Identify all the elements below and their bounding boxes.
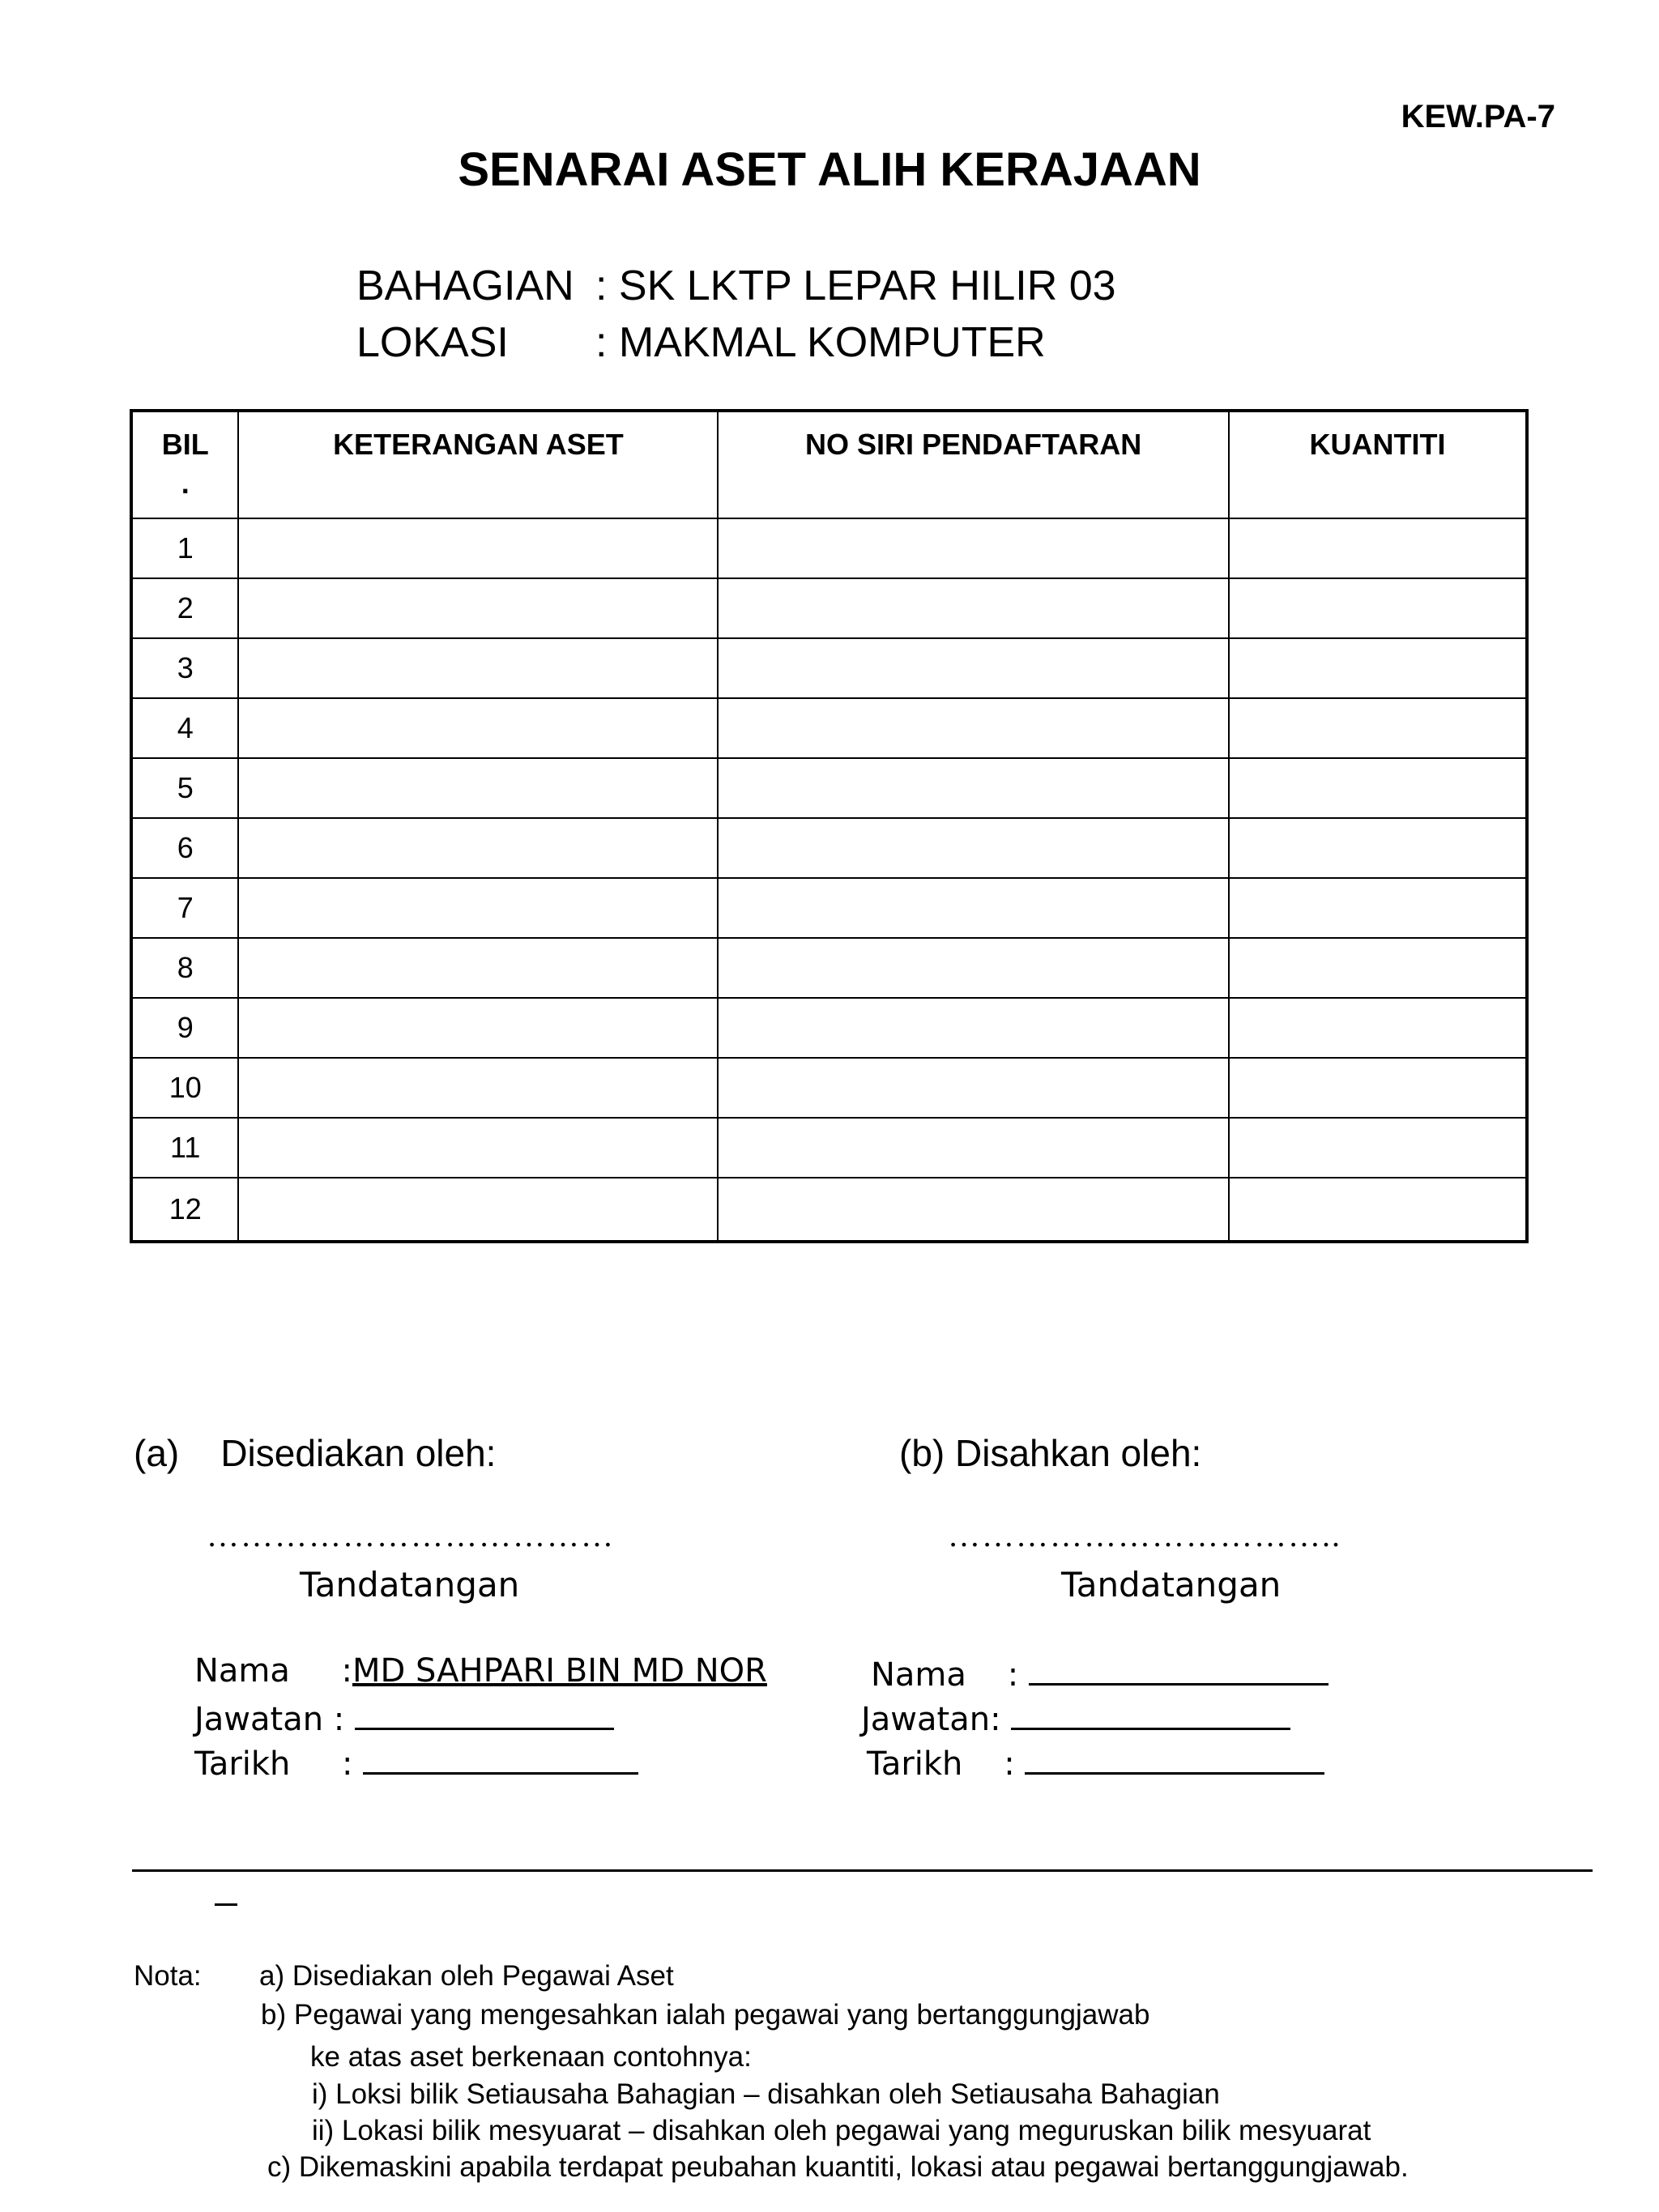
column-header-kuantiti: KUANTITI — [1229, 411, 1527, 518]
prepared-nama-value: MD SAHPARI BIN MD NOR — [352, 1652, 767, 1690]
lokasi-value: : MAKMAL KOMPUTER — [595, 319, 1046, 366]
approved-tarikh-field — [867, 1741, 1324, 1783]
notes-label: Nota: — [134, 1960, 202, 1992]
page-title: SENARAI ASET ALIH KERAJAAN — [458, 143, 1201, 196]
note-b-continued: ke atas aset berkenaan contohnya: — [310, 2041, 752, 2073]
table-row — [131, 578, 1527, 638]
no-siri-cell[interactable] — [718, 1058, 1229, 1118]
approved-nama-label: Nama : — [871, 1656, 1029, 1694]
prepared-tarikh-blank[interactable] — [363, 1741, 638, 1775]
no-siri-cell[interactable] — [718, 698, 1229, 758]
no-siri-cell[interactable] — [718, 1118, 1229, 1178]
column-header-no-siri: NO SIRI PENDAFTARAN — [718, 411, 1229, 518]
keterangan-cell[interactable] — [238, 1058, 718, 1118]
keterangan-cell[interactable] — [238, 758, 718, 818]
table-header-row — [131, 411, 1527, 518]
bil-cell: 2 — [131, 578, 238, 638]
table-row — [131, 1118, 1527, 1178]
table-row — [131, 878, 1527, 938]
kuantiti-cell[interactable] — [1229, 758, 1527, 818]
table-row — [131, 1178, 1527, 1242]
kuantiti-cell[interactable] — [1229, 1178, 1527, 1242]
bil-cell: 12 — [131, 1178, 238, 1242]
kuantiti-cell[interactable] — [1229, 818, 1527, 878]
table-row — [131, 758, 1527, 818]
note-b-ii: ii) Lokasi bilik mesyuarat – disahkan oleh pegawai yang meguruskan bilik mesyuarat — [312, 2115, 1371, 2146]
bil-cell: 1 — [131, 518, 238, 578]
prepared-nama-label: Nama : — [194, 1652, 352, 1690]
keterangan-cell[interactable] — [238, 998, 718, 1058]
form-code: KEW.PA-7 — [1401, 99, 1555, 134]
bahagian-value: : SK LKTP LEPAR HILIR 03 — [595, 262, 1116, 309]
bil-cell: 8 — [131, 938, 238, 998]
bil-cell: 11 — [131, 1118, 238, 1178]
no-siri-cell[interactable] — [718, 938, 1229, 998]
asset-table — [130, 409, 1529, 1243]
table-row — [131, 1058, 1527, 1118]
keterangan-cell[interactable] — [238, 698, 718, 758]
note-b: b) Pegawai yang mengesahkan ialah pegawai yang bertanggungjawab — [261, 1999, 1150, 2031]
keterangan-cell[interactable] — [238, 518, 718, 578]
table-row — [131, 518, 1527, 578]
column-header-keterangan: KETERANGAN ASET — [238, 411, 718, 518]
approved-jawatan-blank[interactable] — [1011, 1697, 1290, 1730]
no-siri-cell[interactable] — [718, 998, 1229, 1058]
kuantiti-cell[interactable] — [1229, 998, 1527, 1058]
approved-tarikh-blank[interactable] — [1025, 1741, 1324, 1775]
table-row — [131, 998, 1527, 1058]
note-a: a) Disediakan oleh Pegawai Aset — [259, 1960, 674, 1992]
bahagian-label: BAHAGIAN — [356, 262, 574, 309]
approved-jawatan-label: Jawatan: — [861, 1701, 1012, 1738]
column-header-bil: BIL . — [131, 411, 238, 518]
lokasi-label: LOKASI — [356, 319, 509, 366]
kuantiti-cell[interactable] — [1229, 1118, 1527, 1178]
keterangan-cell[interactable] — [238, 818, 718, 878]
bil-cell: 3 — [131, 638, 238, 698]
no-siri-cell[interactable] — [718, 638, 1229, 698]
keterangan-cell[interactable] — [238, 578, 718, 638]
prepared-signature-line: ……………………………… — [207, 1517, 615, 1554]
bil-cell: 9 — [131, 998, 238, 1058]
bil-cell: 6 — [131, 818, 238, 878]
table-row — [131, 818, 1527, 878]
prepared-jawatan-blank[interactable] — [355, 1697, 614, 1730]
bil-cell: 10 — [131, 1058, 238, 1118]
no-siri-cell[interactable] — [718, 578, 1229, 638]
prepared-nama-field — [194, 1652, 767, 1690]
approved-jawatan-field — [861, 1697, 1290, 1738]
prepared-signature-caption: Tandatangan — [300, 1565, 520, 1605]
bil-cell: 4 — [131, 698, 238, 758]
prepared-by-heading: (a) Disediakan oleh: — [134, 1432, 497, 1474]
bil-cell: 7 — [131, 878, 238, 938]
table-row — [131, 638, 1527, 698]
approved-by-heading: (b) Disahkan oleh: — [899, 1432, 1202, 1474]
prepared-jawatan-field — [194, 1697, 614, 1738]
table-row — [131, 938, 1527, 998]
divider — [132, 1869, 1593, 1872]
kuantiti-cell[interactable] — [1229, 578, 1527, 638]
keterangan-cell[interactable] — [238, 638, 718, 698]
no-siri-cell[interactable] — [718, 1178, 1229, 1242]
approved-signature-line: …………………………….. — [948, 1517, 1341, 1554]
kuantiti-cell[interactable] — [1229, 638, 1527, 698]
prepared-tarikh-label: Tarikh : — [194, 1745, 364, 1783]
no-siri-cell[interactable] — [718, 878, 1229, 938]
approved-nama-field — [871, 1652, 1328, 1694]
keterangan-cell[interactable] — [238, 1178, 718, 1242]
kuantiti-cell[interactable] — [1229, 1058, 1527, 1118]
approved-nama-blank[interactable] — [1029, 1652, 1328, 1686]
kuantiti-cell[interactable] — [1229, 938, 1527, 998]
no-siri-cell[interactable] — [718, 818, 1229, 878]
note-b-i: i) Loksi bilik Setiausaha Bahagian – disahkan oleh Setiausaha Bahagian — [312, 2078, 1220, 2110]
kuantiti-cell[interactable] — [1229, 878, 1527, 938]
prepared-jawatan-label: Jawatan : — [194, 1701, 355, 1738]
no-siri-cell[interactable] — [718, 758, 1229, 818]
approved-signature-caption: Tandatangan — [1061, 1565, 1282, 1605]
prepared-tarikh-field — [194, 1741, 638, 1783]
kuantiti-cell[interactable] — [1229, 518, 1527, 578]
keterangan-cell[interactable] — [238, 1118, 718, 1178]
note-c: c) Dikemaskini apabila terdapat peubahan kuantiti, lokasi atau pegawai bertanggungjawab. — [267, 2151, 1409, 2183]
table-row — [131, 698, 1527, 758]
approved-tarikh-label: Tarikh : — [867, 1745, 1026, 1783]
keterangan-cell[interactable] — [238, 938, 718, 998]
bil-cell: 5 — [131, 758, 238, 818]
kuantiti-cell[interactable] — [1229, 698, 1527, 758]
divider-mark — [215, 1903, 237, 1906]
keterangan-cell[interactable] — [238, 878, 718, 938]
no-siri-cell[interactable] — [718, 518, 1229, 578]
